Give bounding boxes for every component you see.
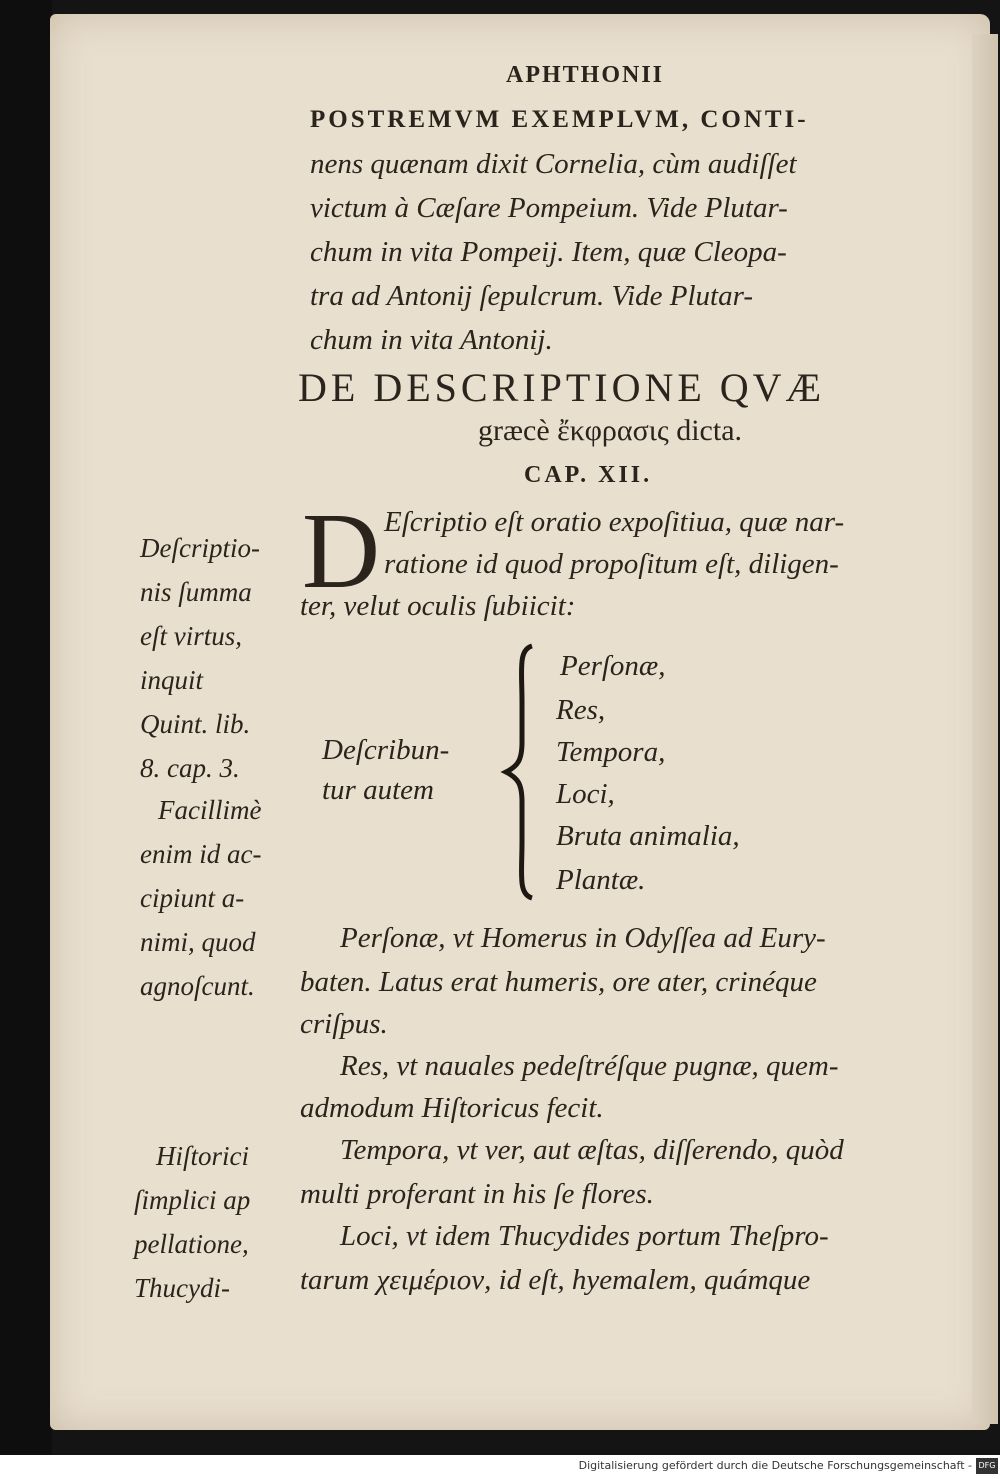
margin-note-3-line: Hiſtorici [156, 1141, 249, 1171]
personae-line-2: baten. Latus erat humeris, ore ater, crinéque [300, 966, 817, 998]
loci-line-2: tarum χειμέριον, id eſt, hyemalem, quámque [300, 1264, 811, 1296]
loci-line-1: Loci, vt idem Thucydides portum Theſpro- [340, 1220, 829, 1252]
drop-cap: D [302, 492, 380, 611]
chapter-number: CAP. XII. [524, 462, 653, 488]
scan-left-edge [0, 0, 52, 1455]
book-page [50, 14, 990, 1430]
margin-note-3 [134, 1134, 250, 1310]
digitization-footer [0, 1455, 1000, 1479]
margin-note-2-line: agnoſcunt. [140, 971, 255, 1001]
res-line-1: Res, vt nauales pedeſtréſque pugnæ, quem- [340, 1050, 839, 1082]
intro-line-4: chum in vita Pompeij. Item, quæ Cleopa- [310, 236, 787, 268]
brace-item-personae: Perſonæ, [560, 650, 666, 682]
margin-note-1 [140, 526, 260, 790]
margin-note-1-line: nis ſumma [140, 577, 252, 607]
para1-line-3: ter, velut oculis ſubiicit: [300, 590, 576, 622]
res-line-2: admodum Hiſtoricus fecit. [300, 1092, 604, 1124]
margin-note-2-line: nimi, quod [140, 927, 256, 957]
tempora-line-1: Tempora, vt ver, aut æſtas, diſſerendo, quòd [340, 1134, 844, 1166]
chapter-heading: DE DESCRIPTIONE QVÆ [298, 365, 826, 410]
margin-note-2 [140, 788, 262, 1008]
curly-brace-icon [498, 642, 538, 902]
margin-note-2-line: Facillimè [158, 795, 262, 825]
margin-note-1-line: eſt virtus, [140, 621, 242, 651]
margin-note-2-line: cipiunt a- [140, 883, 245, 913]
margin-note-3-line: Thucydi- [134, 1273, 230, 1303]
describuntur-line-1: Deſcribun- [322, 734, 450, 766]
margin-note-1-line: Deſcriptio- [140, 533, 260, 563]
personae-line-1: Perſonæ, vt Homerus in Odyſſea ad Eury- [340, 922, 826, 954]
margin-note-1-line: inquit [140, 665, 204, 695]
intro-line-2: nens quænam dixit Cornelia, cùm audiſſet [310, 148, 797, 180]
margin-note-3-line: ſimplici ap [134, 1185, 251, 1215]
para1-line-1: Eſcriptio eſt oratio expoſitiua, quæ nar- [384, 506, 845, 538]
margin-note-3-line: pellatione, [134, 1229, 249, 1259]
brace-item-loci: Loci, [556, 778, 615, 810]
describuntur-line-2: tur autem [322, 774, 434, 806]
dfg-logo-icon: DFG [976, 1458, 998, 1474]
chapter-subheading: græcè ἔκφρασις dicta. [478, 414, 743, 447]
margin-note-1-line: Quint. lib. [140, 709, 251, 739]
para1-line-2: ratione id quod propoſitum eſt, diligen- [384, 548, 839, 580]
personae-line-3: criſpus. [300, 1008, 388, 1040]
intro-line-3: victum à Cæſare Pompeium. Vide Plutar- [310, 192, 788, 224]
footer-credit: Digitalisierung gefördert durch die Deutsche Forschungsgemeinschaft - [578, 1459, 972, 1472]
brace-item-tempora: Tempora, [556, 736, 666, 768]
margin-note-1-line: 8. cap. 3. [140, 753, 240, 783]
brace-item-bruta: Bruta animalia, [556, 820, 740, 852]
page-edge-bleed [972, 34, 998, 1424]
margin-note-2-line: enim id ac- [140, 839, 262, 869]
intro-line-1: POSTREMVM EXEMPLVM, CONTI- [310, 106, 809, 133]
tempora-line-2: multi proferant in his ſe flores. [300, 1178, 654, 1210]
running-head: APHTHONII [506, 62, 665, 88]
brace-item-res: Res, [556, 694, 606, 726]
intro-line-5: tra ad Antonij ſepulcrum. Vide Plutar- [310, 280, 753, 312]
intro-line-6: chum in vita Antonij. [310, 324, 553, 356]
brace-item-plantae: Plantæ. [556, 864, 646, 896]
